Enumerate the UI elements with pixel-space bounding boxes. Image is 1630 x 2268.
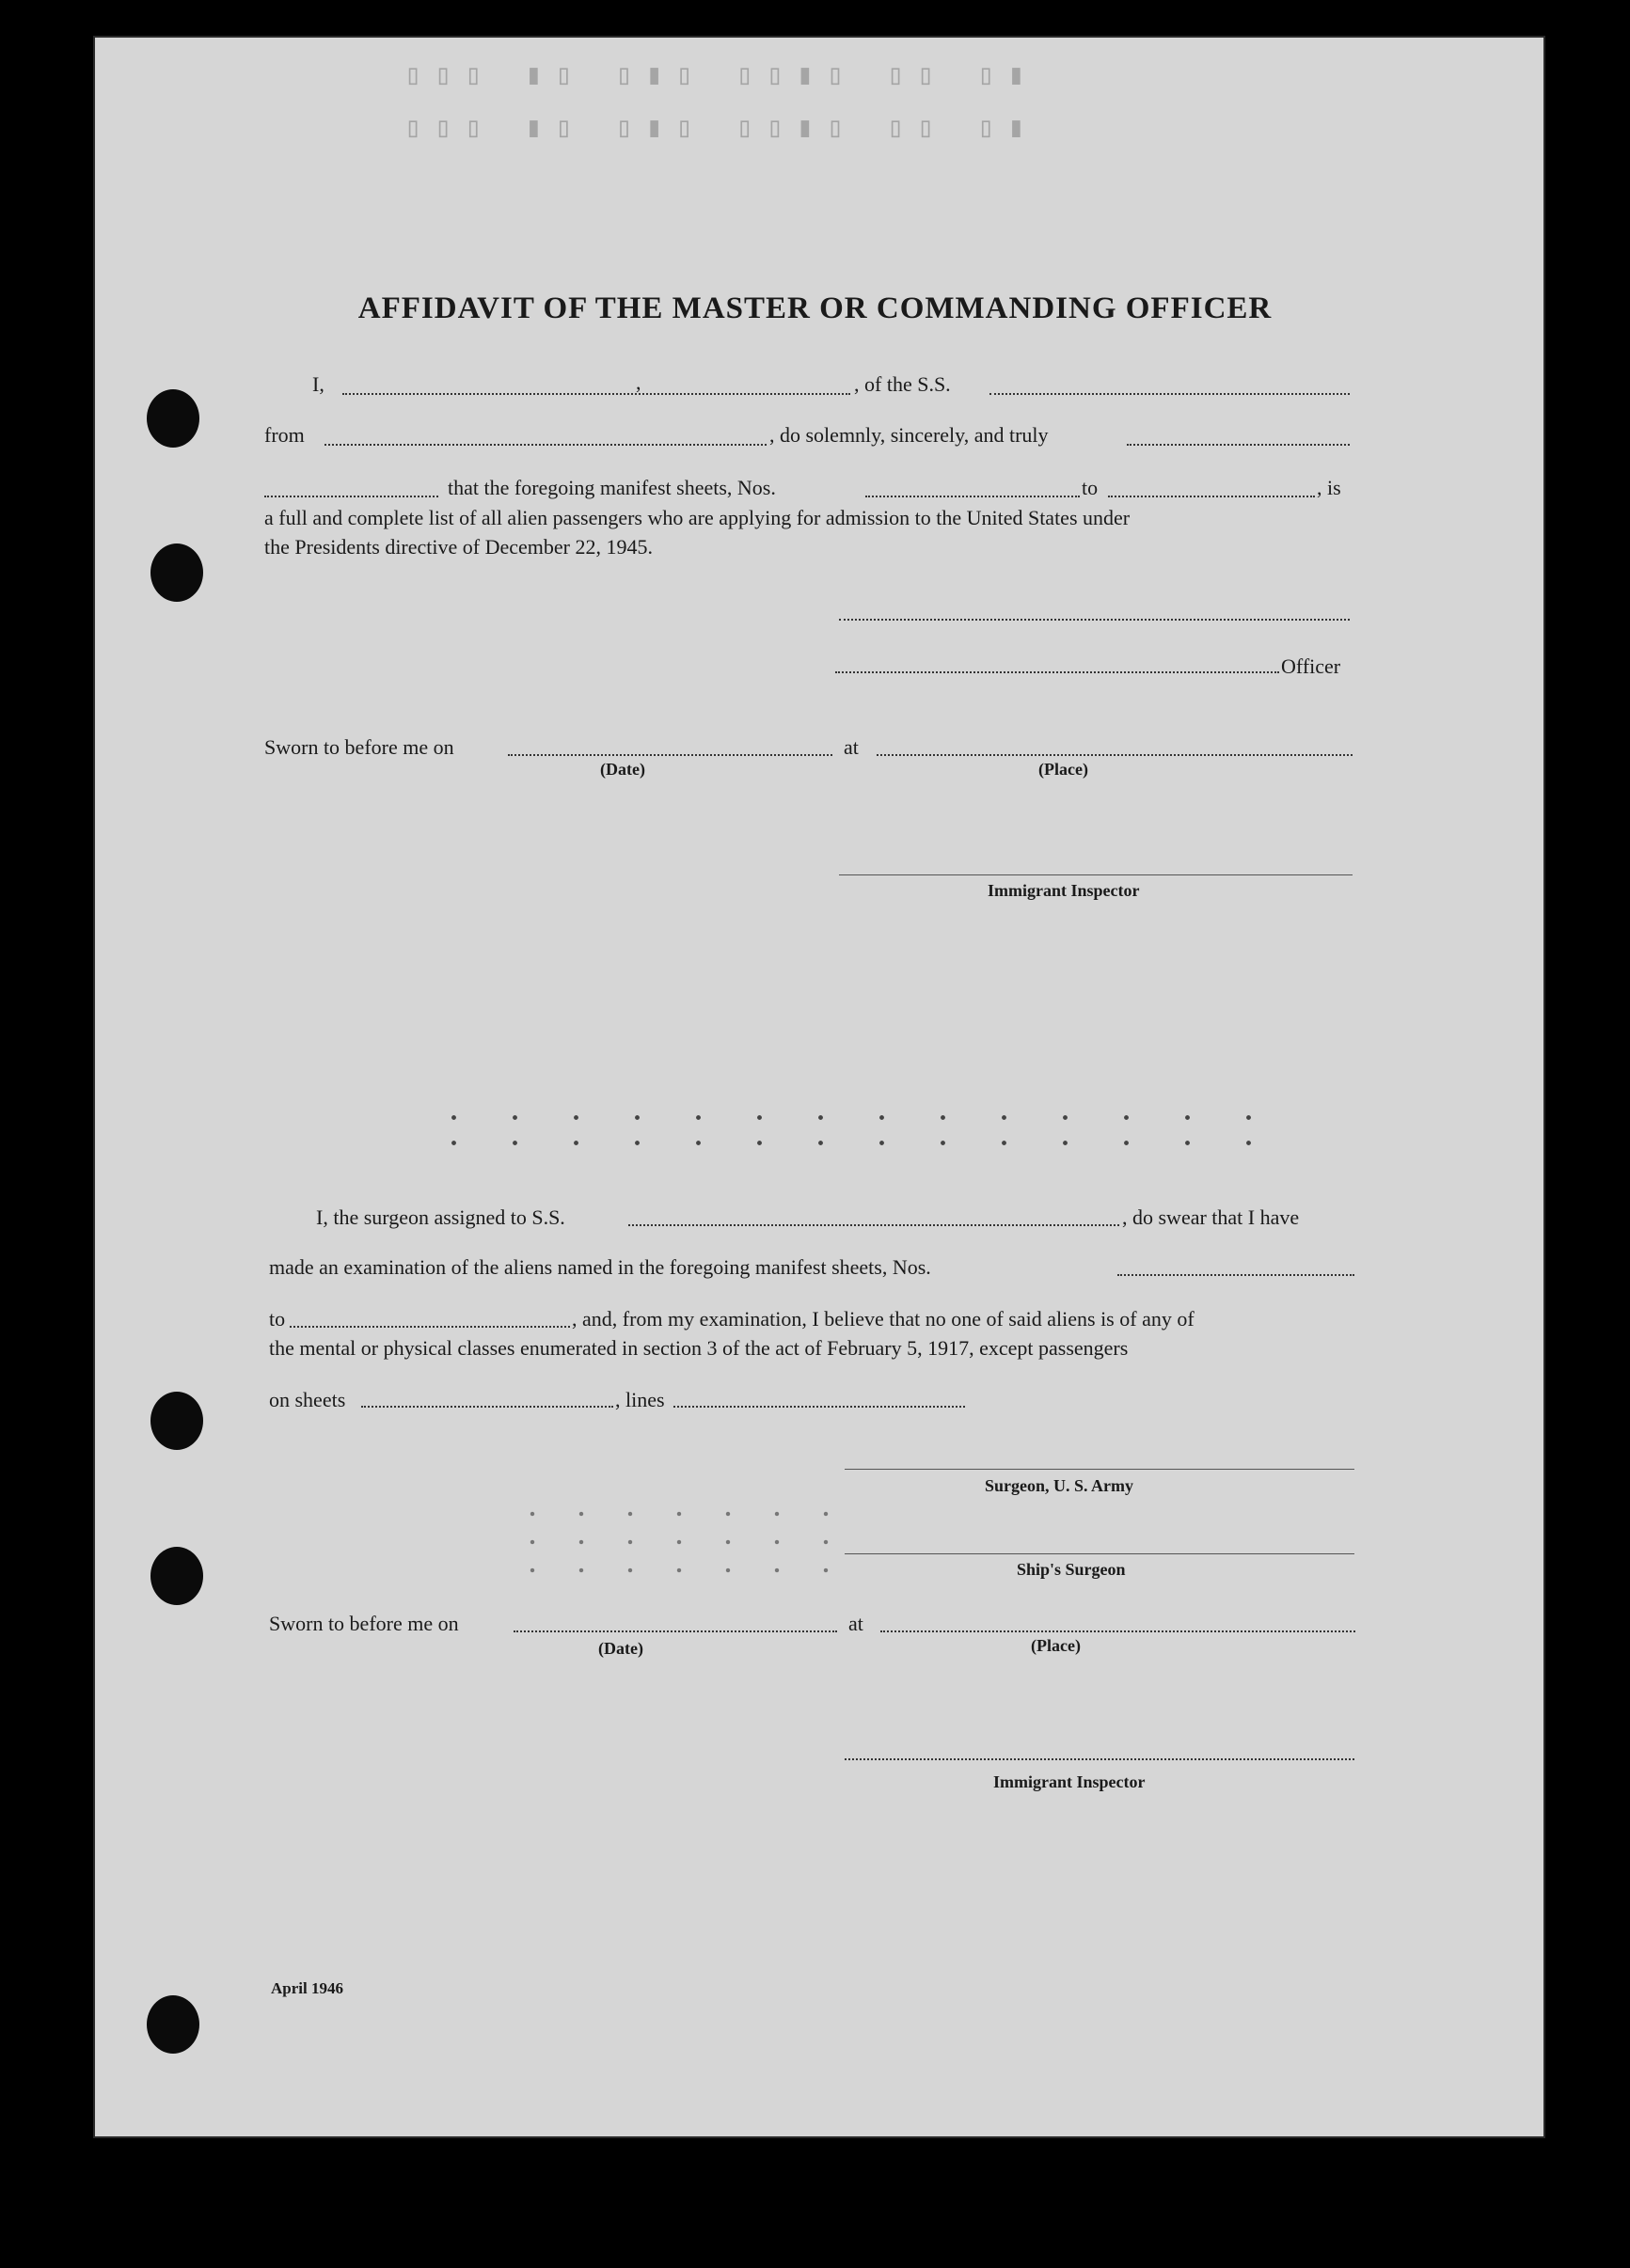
punch-hole: [150, 543, 203, 602]
surgeon-sworn-label: Sworn to before me on: [269, 1612, 459, 1635]
officer-signature-field[interactable]: [835, 671, 1279, 673]
document-sheet: [95, 38, 1543, 2136]
statement-line: the Presidents directive of December 22, 1945.: [264, 535, 653, 559]
i-label: I,: [312, 372, 324, 396]
master-name-field[interactable]: [342, 393, 850, 395]
sheet-from-field[interactable]: [865, 496, 1080, 497]
separator-dots: [423, 1105, 1279, 1161]
to-label: to: [1082, 476, 1099, 499]
solemnly-swear-label: , do solemnly, sincerely, and truly: [769, 423, 1049, 447]
surgeon-to-field[interactable]: [290, 1326, 570, 1328]
page-title: AFFIDAVIT OF THE MASTER OR COMMANDING OFFICER: [357, 291, 1273, 325]
surgeon-swear-label: , do swear that I have: [1122, 1205, 1300, 1229]
form-date: April 1946: [271, 1979, 343, 1997]
from-port-field[interactable]: [324, 444, 767, 446]
army-surgeon-label: Surgeon, U. S. Army: [985, 1476, 1134, 1495]
officer-label: Officer: [1281, 654, 1341, 678]
surgeon-place-caption: (Place): [1031, 1636, 1081, 1655]
lines-label: , lines: [615, 1388, 665, 1411]
sworn-date-field[interactable]: [508, 754, 832, 756]
bleed-through-marks: ▯▯▯ ▮▯ ▯▮▯ ▯▯▮▯ ▯▯ ▯▮: [404, 58, 1038, 91]
surgeon-intro: I, the surgeon assigned to S.S.: [316, 1205, 565, 1229]
surgeon-at-label: at: [848, 1612, 863, 1635]
sheets-label: on sheets: [269, 1388, 346, 1411]
from-label: from: [264, 423, 305, 447]
ship-surgeon-signature-field[interactable]: [845, 1553, 1354, 1554]
is-label: , is: [1317, 476, 1341, 499]
lines-field[interactable]: [673, 1406, 965, 1408]
punch-hole: [147, 1995, 199, 2054]
oath-word-field[interactable]: [264, 496, 438, 497]
sworn-label: Sworn to before me on: [264, 735, 454, 759]
surgeon-ship-field[interactable]: [628, 1224, 1119, 1226]
at-label: at: [844, 735, 859, 759]
surgeon-sworn-date-field[interactable]: [514, 1630, 837, 1632]
affidavit-statement: [264, 503, 1351, 561]
surgeon-to-label: to: [269, 1307, 286, 1331]
comma-mark: ,: [636, 370, 641, 394]
ship-name-field[interactable]: [989, 393, 1350, 395]
punch-hole: [150, 1392, 203, 1450]
place-caption: (Place): [1038, 760, 1088, 779]
oath-form-field[interactable]: [1127, 444, 1350, 446]
punch-hole: [147, 389, 199, 448]
sworn-place-field[interactable]: [877, 754, 1353, 756]
foregoing-label: that the foregoing manifest sheets, Nos.: [448, 476, 776, 499]
exam-label: made an examination of the aliens named in the foregoing manifest sheets, Nos.: [269, 1255, 931, 1279]
classes-line: the mental or physical classes enumerated in section 3 of the act of February 5, 1917, except passengers: [269, 1336, 1129, 1360]
army-surgeon-signature-field[interactable]: [845, 1469, 1354, 1470]
sheets-field[interactable]: [361, 1406, 613, 1408]
date-caption: (Date): [600, 760, 645, 779]
surgeon-inspector-label: Immigrant Inspector: [993, 1772, 1146, 1791]
inspector-label: Immigrant Inspector: [988, 881, 1140, 900]
surgeon-inspector-signature-field[interactable]: [845, 1758, 1354, 1760]
surgeon-date-caption: (Date): [598, 1639, 643, 1658]
separator-dots: [508, 1500, 847, 1594]
belief-label: , and, from my examination, I believe that no one of said aliens is of any of: [572, 1307, 1195, 1331]
ship-surgeon-label: Ship's Surgeon: [1017, 1560, 1126, 1579]
sheet-to-field[interactable]: [1108, 496, 1315, 497]
punch-hole: [150, 1547, 203, 1605]
surgeon-sworn-place-field[interactable]: [880, 1630, 1355, 1632]
ship-label: , of the S.S.: [854, 372, 951, 396]
inspector-signature-field[interactable]: [839, 874, 1353, 875]
signature-field[interactable]: [839, 619, 1350, 621]
statement-line: a full and complete list of all alien passengers who are applying for admission to the United States under: [264, 506, 1131, 529]
exam-sheet-field[interactable]: [1117, 1274, 1354, 1276]
bleed-through-marks: ▯▯▯ ▮▯ ▯▮▯ ▯▯▮▯ ▯▯ ▯▮: [404, 111, 1038, 144]
